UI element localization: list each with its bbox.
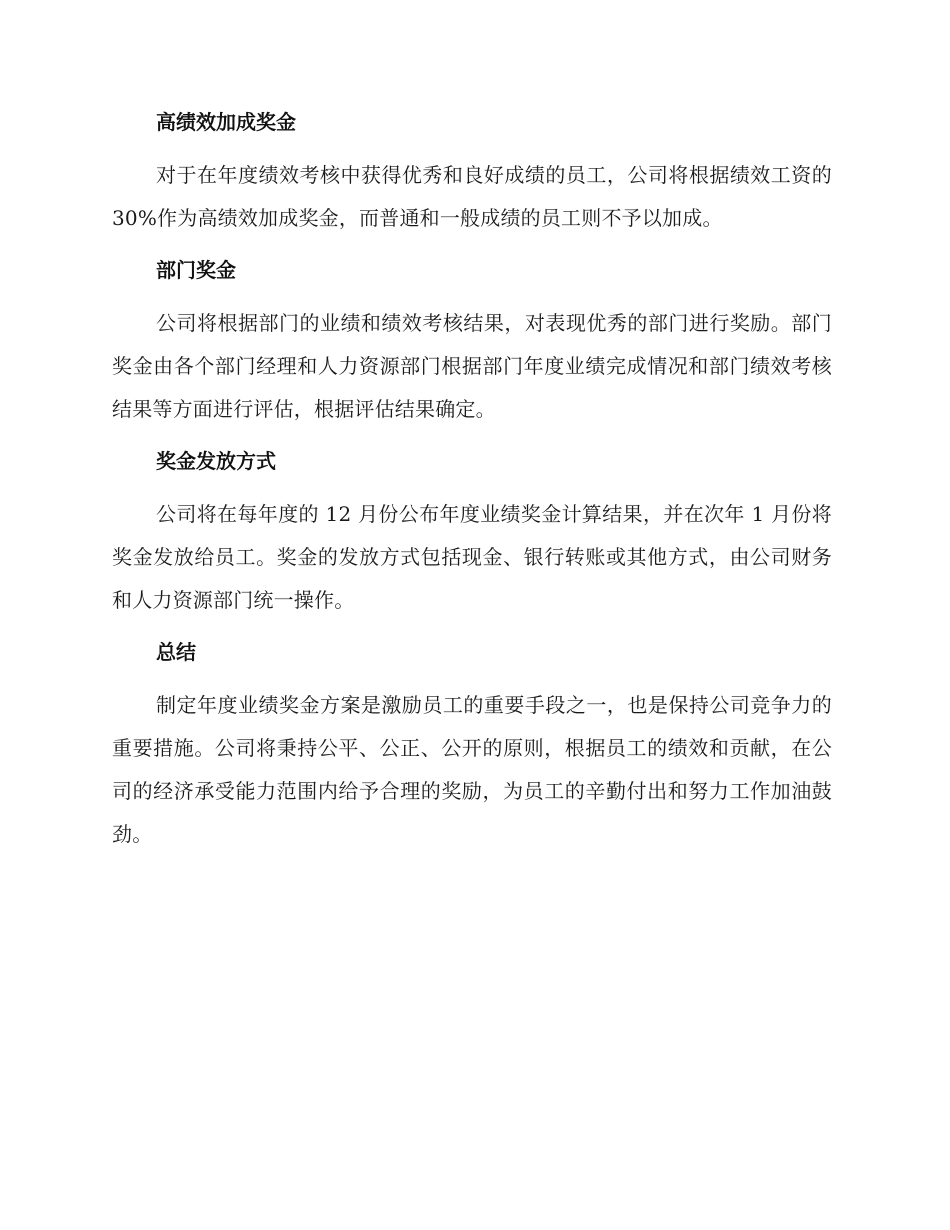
section-high-performance-bonus bbox=[112, 108, 832, 240]
document-body bbox=[112, 108, 832, 872]
section-heading: 奖金发放方式 bbox=[156, 449, 276, 473]
section-bonus-payment-method bbox=[112, 447, 832, 622]
section-department-bonus bbox=[112, 256, 832, 431]
section-heading: 高绩效加成奖金 bbox=[156, 110, 296, 134]
section-summary bbox=[112, 638, 832, 856]
section-paragraph: 对于在年度绩效考核中获得优秀和良好成绩的员工，公司将根据绩效工资的 30%作为高绩效加成奖金，而普通和一般成绩的员工则不予以加成。 bbox=[112, 163, 832, 230]
section-heading: 部门奖金 bbox=[156, 258, 236, 282]
section-paragraph: 公司将在每年度的 12 月份公布年度业绩奖金计算结果，并在次年 1 月份将奖金发放给员工。奖金的发放方式包括现金、银行转账或其他方式，由公司财务和人力资源部门统一操作。 bbox=[112, 502, 832, 612]
section-paragraph: 制定年度业绩奖金方案是激励员工的重要手段之一，也是保持公司竞争力的重要措施。公司将秉持公平、公正、公开的原则，根据员工的绩效和贡献，在公司的经济承受能力范围内给予合理的奖励，为员工的辛勤付出和努力工作加油鼓劲。 bbox=[112, 693, 832, 846]
section-heading: 总结 bbox=[156, 640, 196, 664]
section-paragraph: 公司将根据部门的业绩和绩效考核结果，对表现优秀的部门进行奖励。部门奖金由各个部门经理和人力资源部门根据部门年度业绩完成情况和部门绩效考核结果等方面进行评估，根据评估结果确定。 bbox=[112, 311, 832, 421]
